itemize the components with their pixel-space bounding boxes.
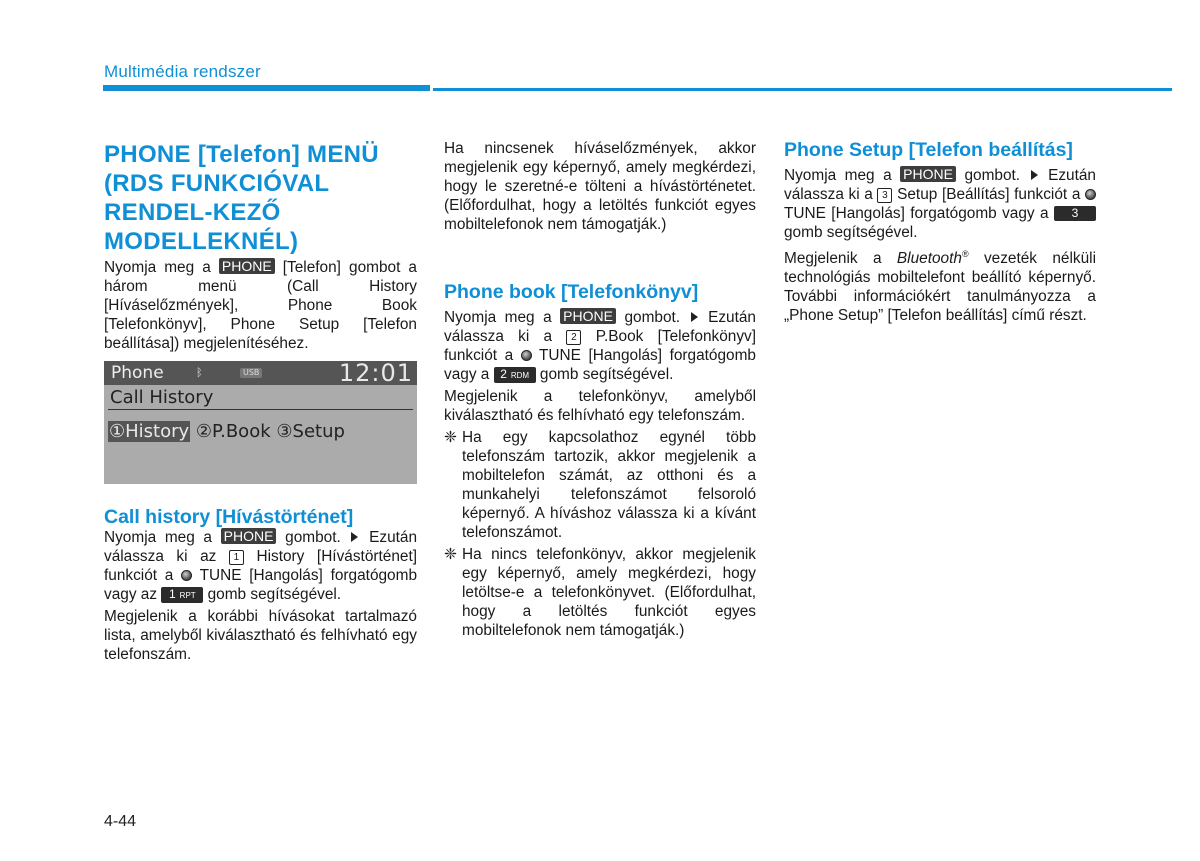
screen-divider (108, 409, 413, 410)
bluetooth-word: Bluetooth (896, 250, 962, 268)
tune-knob-icon (521, 350, 532, 361)
page-number: 4-44 (104, 813, 137, 830)
key-label: 1 (168, 587, 176, 601)
note-1 (444, 428, 756, 542)
main-title: PHONE [Telefon] MENÜ (RDS FUNKCIÓVAL RENDEL-KEZŐ MODELLEKNÉL) (104, 141, 379, 255)
note-mark-icon: ❈ (444, 429, 457, 446)
phone-book-heading: Phone book [Telefonkönyv] (444, 281, 699, 303)
screen-row-call-history: Call History (110, 387, 214, 408)
note-2 (444, 545, 756, 640)
text: gombot. (624, 309, 681, 326)
text: P.Book [Telefonkönyv] funkciót a (444, 328, 756, 364)
text: Ezután válassza ki a (444, 309, 756, 345)
call-history-paragraph-2: Megjelenik a korábbi hívásokat tartalmazó lista, amelyből kiválasztható és felhívható egy telefonszám. (104, 608, 417, 663)
phone-book-paragraph-2: Megjelenik a telefonkönyv, amelyből kiválasztható és felhívható egy telefonszám. (444, 388, 756, 424)
key-3 (1054, 206, 1096, 221)
text: gombot. (964, 167, 1021, 184)
no-history-paragraph: Ha nincsenek híváselőzmények, akkor megjelenik egy képernyő, amely megkérdezi, hogy le szeretné-e tölteni a hívástörténetet. (Előfordulhat, hogy a letöltés funkciót egyes mobiltelefonok nem támogatják.) (444, 140, 756, 233)
phone-setup-section (784, 139, 1096, 328)
bluetooth-icon: ᛒ (196, 366, 203, 379)
arrow-right-icon (1031, 170, 1038, 180)
call-history-section (104, 506, 417, 667)
text: gomb segítségével. (539, 366, 674, 383)
text: Ezután válassza ki az (104, 529, 418, 565)
phone-key: PHONE (900, 166, 956, 182)
key-label: 3 (1071, 206, 1079, 220)
phone-book-paragraph (444, 308, 756, 384)
note-2-text: Ha nincs telefonkönyv, akkor megjelenik egy képernyő, amely megkérdezi, hogy letöltse-e a telefonkönyvet. (Előfordulhat, hogy a letöltés funkciót egyes mobiltelefonok nem támogatják.) (462, 546, 756, 639)
text: TUNE [Hangolás] forgatógomb vagy a (444, 347, 756, 383)
text: Nyomja meg a (444, 309, 552, 326)
key-sublabel: RDM (510, 371, 530, 380)
header-bar-thick (103, 85, 430, 91)
key-sublabel: RPT (179, 591, 196, 600)
menu-number-2-icon: 2 (566, 330, 581, 345)
screen-menu (108, 421, 345, 443)
note-mark-icon: ❈ (444, 546, 457, 563)
text: Ezután válassza ki a (784, 167, 1096, 203)
phone-setup-paragraph (784, 166, 1096, 242)
phone-setup-paragraph-2 (784, 245, 1096, 325)
screen-menu-setup: ③Setup (276, 421, 345, 442)
tune-knob-icon (1085, 189, 1096, 200)
menu-number-1-icon: 1 (229, 550, 244, 565)
phone-key: PHONE (221, 528, 277, 544)
intro-text-a: Nyomja meg a (104, 259, 211, 276)
text: History [Hívástörténet] funkciót a (104, 548, 418, 584)
usb-badge: USB (240, 368, 262, 378)
text: TUNE [Hangolás] forgatógomb vagy az (104, 567, 418, 603)
text: gomb segítségével. (207, 586, 342, 603)
phone-setup-heading: Phone Setup [Telefon beállítás] (784, 139, 1073, 161)
call-history-heading: Call history [Hívástörténet] (104, 506, 354, 528)
note-1-text: Ha egy kapcsolathoz egynél több telefonszám tartozik, akkor megjelenik a mobiltelefon számát, az otthoni és a munkahelyi telefonszámot felsoroló képernyő. A híváshoz válassza ki a kívánt telefonszámot. (462, 429, 756, 541)
phone-key: PHONE (219, 258, 275, 274)
call-history-paragraph (104, 528, 417, 604)
header-title: Multimédia rendszer (104, 62, 261, 81)
key-2-rdm (494, 367, 536, 383)
text: Nyomja meg a (104, 529, 212, 546)
arrow-right-icon (351, 532, 358, 542)
text: Setup [Beállítás] funkciót a (897, 186, 1081, 203)
key-1-rpt (161, 587, 203, 603)
intro-text-b: [Telefon] gombot a három menü (Call History [Híváselőzmények], Phone Book [Telefonkönyv], Phone Setup [Telefon beállítása]) megjelenítéséhez. (104, 259, 417, 352)
screen-clock: 12:01 (338, 361, 413, 387)
key-label: 2 (500, 367, 507, 381)
screen-menu-pbook: ②P.Book (195, 421, 271, 442)
screen-title: Phone (111, 363, 164, 383)
text: Megjelenik a (784, 250, 882, 268)
tune-knob-icon (181, 570, 192, 581)
text: Nyomja meg a (784, 167, 892, 184)
text: TUNE [Hangolás] forgatógomb vagy a (784, 205, 1049, 222)
header-bar-thin (433, 88, 1172, 91)
phone-key: PHONE (560, 308, 616, 324)
text: gombot. (285, 529, 341, 546)
intro-paragraph (104, 258, 417, 353)
arrow-right-icon (691, 312, 698, 322)
registered-mark: ® (961, 249, 969, 259)
menu-number-3-icon: 3 (877, 188, 892, 203)
phone-screen-illustration (104, 361, 417, 484)
text: vezeték nélküli technológiás mobiltelefont beállító képernyő. További információkért tanulmányozza a „Phone Setup” [Telefon beállítás] című részt. (784, 250, 1096, 325)
screen-menu-history: ①History (109, 421, 190, 442)
phone-book-section (444, 281, 756, 643)
text: gomb segítségével. (784, 224, 918, 241)
